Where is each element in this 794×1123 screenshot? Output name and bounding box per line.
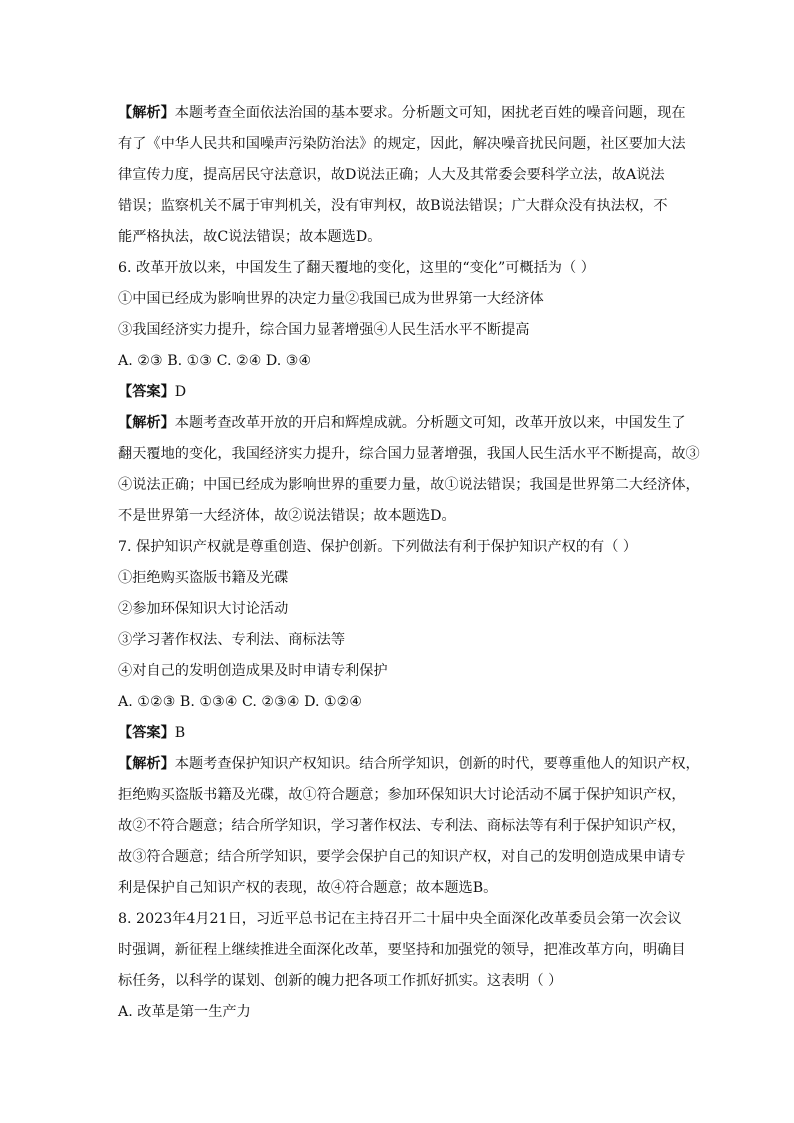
- question-statement: ④对自己的发明创造成果及时申请专利保护: [118, 663, 388, 679]
- analysis-line: 【解析】本题考查保护知识产权知识。结合所学知识，创新的时代，要尊重他人的知识产权，: [118, 756, 700, 772]
- analysis-line: 【解析】本题考查改革开放的开启和辉煌成就。分析题文可知，改革开放以来，中国发生了: [118, 415, 686, 431]
- analysis-line: 不是世界第一大经济体，故②说法错误；故本题选D。: [118, 508, 456, 524]
- question-stem: 6. 改革开放以来，中国发生了翻天覆地的变化，这里的“变化”可概括为（ ）: [118, 260, 595, 276]
- answer-tag: 【答案】: [118, 725, 175, 741]
- question-8: [118, 904, 686, 1028]
- analysis-block: [118, 98, 686, 253]
- answer-block: [118, 718, 678, 749]
- question-statement: ③我国经济实力提升，综合国力显著增强④人民生活水平不断提高: [118, 322, 530, 338]
- question-options: A. ②③ B. ①③ C. ②④ D. ③④: [118, 353, 312, 369]
- question-statement: ①拒绝购买盗版书籍及光碟: [118, 570, 289, 586]
- analysis-line: 翻天覆地的变化，我国经济实力提升，综合国力显著增强，我国人民生活水平不断提高，故③: [118, 446, 700, 462]
- question-stem: 8. 2023年4月21日，习近平总书记在主持召开二十届中央全面深化改革委员会第一次会议: [118, 911, 682, 927]
- analysis-line: 律宣传力度，提高居民守法意识，故D说法正确；人大及其常委会要科学立法，故A说法: [118, 167, 665, 183]
- question-statement: ②参加环保知识大讨论活动: [118, 601, 289, 617]
- answer-line: [118, 377, 678, 408]
- question-statement: ①中国已经成为影响世界的决定力量②我国已成为世界第一大经济体: [118, 291, 544, 307]
- analysis-tag: 【解析】: [118, 415, 175, 431]
- question-statement: ③学习著作权法、专利法、商标法等: [118, 632, 346, 648]
- answer-value: B: [174, 725, 186, 741]
- question-options: A. ①②③ B. ①③④ C. ②③④ D. ①②④: [118, 694, 363, 710]
- analysis-line: 能严格执法，故C说法错误；故本题选D。: [118, 229, 382, 245]
- question-stem: 标任务，以科学的谋划、创新的魄力把各项工作抓好抓实。这表明（ ）: [118, 973, 563, 989]
- answer-value: D: [174, 384, 187, 400]
- question-7: [118, 532, 678, 718]
- analysis-block: [118, 408, 700, 532]
- analysis-line: 错误；监察机关不属于审判机关，没有审判权，故B说法错误；广大群众没有执法权，不: [118, 198, 668, 214]
- question-stem: 7. 保护知识产权就是尊重创造、保护创新。下列做法有利于保护知识产权的有（ ）: [118, 539, 638, 555]
- analysis-line: 有了《中华人民共和国噪声污染防治法》的规定，因此，解决噪音扰民问题，社区要加大法: [118, 136, 686, 152]
- question-options: A. 改革是第一生产力: [118, 1004, 251, 1020]
- answer-line: [118, 718, 678, 749]
- answer-block: [118, 377, 678, 408]
- document-page: [118, 98, 700, 1028]
- answer-tag: 【答案】: [118, 384, 175, 400]
- analysis-line: 拒绝购买盗版书籍及光碟，故①符合题意；参加环保知识大讨论活动不属于保护知识产权，: [118, 787, 686, 803]
- analysis-tag: 【解析】: [118, 756, 175, 772]
- question-6: [118, 253, 678, 377]
- analysis-line: 故③符合题意；结合所学知识，要学会保护自己的知识产权，对自己的发明创造成果申请专: [118, 849, 686, 865]
- analysis-line: 利是保护自己知识产权的表现，故④符合题意；故本题选B。: [118, 880, 498, 896]
- analysis-line: 【解析】本题考查全面依法治国的基本要求。分析题文可知，困扰老百姓的噪音问题，现在: [118, 105, 686, 121]
- question-stem: 时强调，新征程上继续推进全面深化改革，要坚持和加强党的领导，把准改革方向，明确目: [118, 942, 686, 958]
- analysis-block: [118, 749, 700, 904]
- analysis-line: ④说法正确；中国已经成为影响世界的重要力量，故①说法错误；我国是世界第二大经济体，: [118, 477, 700, 493]
- analysis-tag: 【解析】: [118, 105, 175, 121]
- analysis-line: 故②不符合题意；结合所学知识，学习著作权法、专利法、商标法等有利于保护知识产权，: [118, 818, 686, 834]
